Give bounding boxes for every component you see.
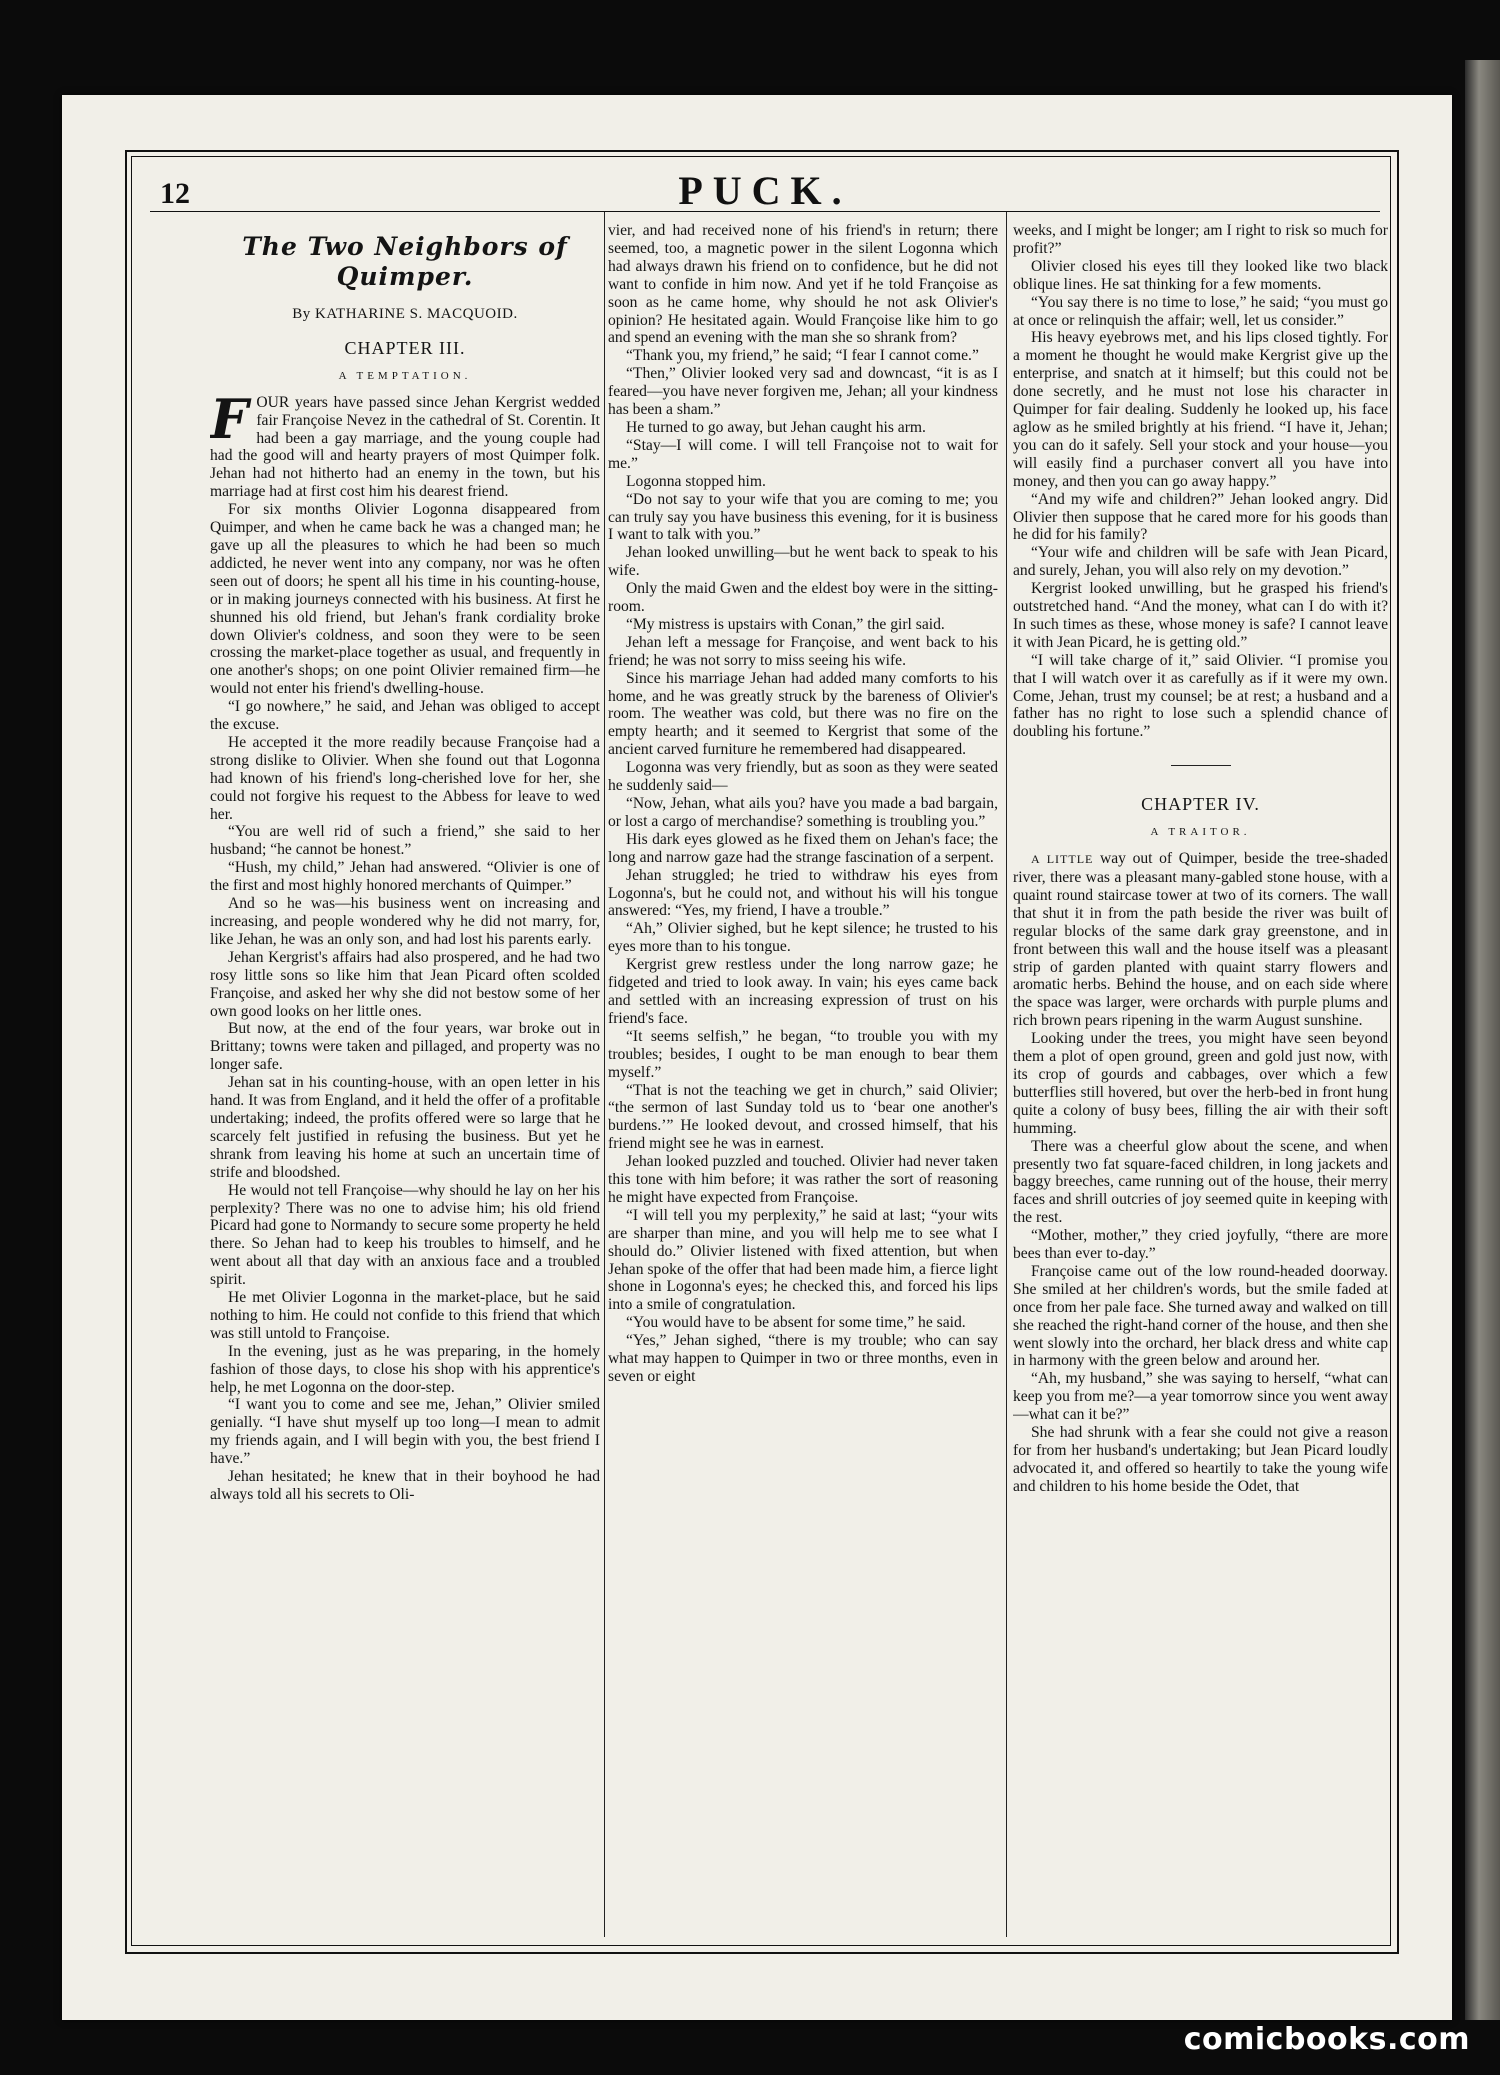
page-number: 12: [160, 177, 190, 210]
paragraph: And so he was—his business went on increasing and increasing, and people wondered why he did not marry, for, like Jehan, he was an only son, and had lost his parents early.: [210, 895, 600, 948]
paragraph: Jehan Kergrist's affairs had also prospered, and he had two rosy little sons so like him that Jean Picard often scolded Françoise, and asked her why she did not bestow some of her own good looks on her little ones.: [210, 948, 600, 1020]
paragraph-continuation: vier, and had received none of his friend's in return; there seemed, too, a magnetic power in the silent Logonna which had always drawn his friend on to confidence, but he did not want to confide in him now. And yet if he told Françoise as soon as he came home, why should he not ask Olivier's opinion? He hesitated again. Would Françoise like him to go and spend an evening with the man she so shrank from?: [608, 222, 998, 347]
lead-smallcaps: A LITTLE: [1031, 852, 1094, 867]
paragraph: His heavy eyebrows met, and his lips closed tightly. For a moment he thought he would make Kergrist give up the enterprise, and snatch at it himself; but this could not be done secretly, and he must not lose his character in Quimper for fair dealing. Suddenly he looked up, his face aglow as he smiled brightly at his friend. “I have it, Jehan; you can do it safely. Sell your stock and your house—you will easily find a purchaser convert all you have into money, and then you can go away happy.”: [1013, 329, 1388, 490]
paragraph: Since his marriage Jehan had added many comforts to his home, and he was greatly struck by the bareness of Olivier's room. The weather was cold, but there was no fire on the empty hearth; and it seemed to Kergrist that some of the ancient carved furniture he remembered had disappeared.: [608, 669, 998, 759]
paragraph: He turned to go away, but Jehan caught his arm.: [626, 418, 926, 436]
chapter-3-subtitle: A TEMPTATION.: [338, 369, 472, 382]
column-rule-1: [604, 212, 605, 1937]
paragraph: “That is not the teaching we get in church,” said Olivier; “the sermon of last Sunday told us to ‘bear one another's burdens.’” He looked devout, and crossed himself, that his friend might see he was in earnest.: [608, 1081, 998, 1153]
paragraph: Logonna was very friendly, but as soon as they were seated he suddenly said—: [608, 759, 998, 795]
paragraph: Looking under the trees, you might have seen beyond them a plot of open ground, green and gold just now, with its crop of gourds and cabbages, over which a few butterflies still hovered, but over the herb-bed in front hung quite a colony of busy bees, filling the air with their soft humming.: [1013, 1030, 1388, 1137]
story-title: The Two Neighbors of Quimper.: [242, 232, 568, 291]
paragraph: He met Olivier Logonna in the market-place, but he said nothing to him. He could not confide to this friend that which was still untold to Françoise.: [210, 1289, 600, 1342]
paragraph: “I will tell you my perplexity,” he said at last; “your wits are sharper than mine, and you will help me to see what I should do.” Olivier listened with fixed attention, but when Jehan spoke of the offer that had been made him, a fierce light shone in Logonna's eyes; he checked this, and forced his lips into a smile of congratulation.: [608, 1206, 998, 1314]
paragraph: Jehan left a message for Françoise, and went back to his friend; he was not sorry to miss seeing his wife.: [608, 633, 998, 669]
chapter-4-title: CHAPTER IV.: [1141, 794, 1260, 815]
paragraph: “Now, Jehan, what ails you? have you made a bad bargain, or lost a cargo of merchandise? something is troubling you.”: [608, 795, 998, 830]
paragraph: Jehan hesitated; he knew that in their boyhood he had always told all his secrets to Oli-: [210, 1468, 600, 1503]
paragraph: “Thank you, my friend,” he said; “I fear I cannot come.”: [626, 347, 979, 365]
paragraph: Kergrist grew restless under the long narrow gaze; he fidgeted and tried to look away. In vain; his eyes came back and settled with an increasing expression of trust on his friend's face.: [608, 956, 998, 1027]
chapter-3-opening: [210, 386, 600, 501]
chapter-4-subtitle: A TRAITOR.: [1150, 826, 1251, 839]
paragraph: There was a cheerful glow about the scene, and when presently two fat square-faced children, in long jackets and baggy breeches, came running out of the house, their merry faces and shrill outcries of joy seemed quite in keeping with the rest.: [1013, 1137, 1388, 1227]
paragraph: “Ah, my husband,” she was saying to herself, “what can keep you from me?—a year tomorrow since you went away—what can it be?”: [1013, 1370, 1388, 1424]
paragraph: “Ah,” Olivier sighed, but he kept silence; he trusted to his eyes more than to his tongue.: [608, 920, 998, 956]
paragraph: “Yes,” Jehan sighed, “there is my trouble; who can say what may happen to Quimper in two or three months, even in seven or eight: [608, 1332, 998, 1385]
paragraph: Kergrist looked unwilling, but he grasped his friend's outstretched hand. “And the money, what can I do with it? In such times as these, whose money is safe? I cannot leave it with Jean Picard, he is getting old.”: [1013, 580, 1388, 651]
paragraph: “Then,” Olivier looked very sad and downcast, “it is as I feared—you have never forgiven me, Jehan; all your kindness has been a sham.”: [608, 365, 998, 419]
paragraph: Jehan looked unwilling—but he went back to speak to his wife.: [608, 544, 998, 580]
header-rule: [150, 211, 1380, 212]
paragraph: “It seems selfish,” he began, “to trouble you with my troubles; besides, I ought to be man enough to bear them myself.”: [608, 1027, 998, 1081]
paragraph: “You are well rid of such a friend,” she said to her husband; “he cannot be honest.”: [210, 823, 600, 859]
opening-text: OUR years have passed since Jehan Kergrist wedded fair Françoise Nevez in the cathedral of St. Corentin. It had been a gay marriage, and the young couple had had the good will and hearty prayers of most Quimper folk. Jehan had not hitherto had an enemy in the town, but his marriage had at first cost him his dearest friend.: [210, 393, 600, 501]
paragraph: Jehan struggled; he tried to withdraw his eyes from Logonna's, but he could not, and without his will his tongue answered: “Yes, my friend, I have a trouble.”: [608, 866, 998, 920]
paragraph: He would not tell Françoise—why should he lay on her his perplexity? There was no one to advise him; his old friend Picard had gone to Normandy to secure some property he held there. So Jehan had to keep his troubles to himself, and he went about all that day with an anxious face and a troubled spirit.: [210, 1181, 600, 1289]
column-2: [608, 222, 998, 1937]
opening-text: way out of Quimper, beside the tree-shaded river, there was a pleasant many-gabled stone house, with a quaint round staircase tower at two of its corners. The wall that shut it in from the path beside the river was built of regular blocks of the same dark gray greenstone, and in front between this wall and the house itself was a pleasant strip of garden planted with quaint starry flowers and aromatic herbs. Behind the house, and on each side where the space was larger, were orchards with purple plums and rich brown pears ripening in the warm August sunshine.: [1013, 850, 1388, 1030]
paragraph: “I will take charge of it,” said Olivier. “I promise you that I will watch over it as carefully as if it were my own. Come, Jehan, trust my counsel; be at rest; a husband and a father has no right to lose such a splendid chance of doubling his fortune.”: [1013, 651, 1388, 741]
page-header: [150, 165, 1380, 215]
paragraph: But now, at the end of the four years, war broke out in Brittany; towns were taken and pillaged, and property was no longer safe.: [210, 1020, 600, 1074]
column-rule-2: [1006, 212, 1007, 1937]
byline: By KATHARINE S. MACQUOID.: [292, 306, 518, 322]
paragraph: He accepted it the more readily because Françoise had a strong dislike to Olivier. When she found out that Logonna had known of his friend's long-cherished love for her, she could not forgive his request to the Abbess for leave to wed her.: [210, 733, 600, 823]
paragraph: “Stay—I will come. I will tell Françoise not to wait for me.”: [608, 436, 998, 472]
section-separator: [1171, 765, 1231, 766]
paragraph: Logonna stopped him.: [626, 472, 766, 490]
paragraph: “And my wife and children?” Jehan looked angry. Did Olivier then suppose that he cared more for his goods than he did for his family?: [1013, 490, 1388, 544]
masthead: PUCK.: [678, 168, 852, 213]
paragraph: In the evening, just as he was preparing, in the homely fashion of those days, to close his shop with his apprentice's help, he met Logonna on the door-step.: [210, 1342, 600, 1396]
paragraph: Olivier closed his eyes till they looked like two black oblique lines. He sat thinking for a few moments.: [1013, 257, 1388, 293]
paragraph: “I want you to come and see me, Jehan,” Olivier smiled genially. “I have shut myself up too long—I mean to admit my friends again, and I will begin with you, the best friend I have.”: [210, 1396, 600, 1468]
paragraph: Jehan sat in his counting-house, with an open letter in his hand. It was from England, and it held the offer of a profitable undertaking; indeed, the profits offered were so large that he scarcely felt justified in refusing the business. But yet he shrank from leaving his home at such an uncertain time of strife and bloodshed.: [210, 1074, 600, 1181]
paragraph: “You would have to be absent for some time,” he said.: [626, 1314, 966, 1332]
column-1: [210, 222, 600, 1937]
paragraph: “Hush, my child,” Jehan had answered. “Olivier is one of the first and most highly honored merchants of Quimper.”: [210, 859, 600, 895]
paragraph: Only the maid Gwen and the eldest boy were in the sitting-room.: [608, 580, 998, 616]
paragraph: “Mother, mother,” they cried joyfully, “there are more bees than ever to-day.”: [1013, 1227, 1388, 1263]
paragraph: “Do not say to your wife that you are coming to me; you can truly say you have business this evening, for it is business I want to talk with you.”: [608, 490, 998, 544]
paragraph: “My mistress is upstairs with Conan,” the girl said.: [626, 615, 945, 633]
chapter-3-title: CHAPTER III.: [344, 337, 466, 358]
paragraph-continuation: weeks, and I might be longer; am I right to risk so much for profit?”: [1013, 222, 1388, 257]
watermark: comicbooks.com: [1183, 2022, 1470, 2057]
paragraph: His dark eyes glowed as he fixed them on Jehan's face; the long and narrow gaze had the strange fascination of a serpent.: [608, 830, 998, 866]
paragraph: Françoise came out of the low round-headed doorway. She smiled at her children's words, but the smile faded at once from her pale face. She turned away and walked on till she reached the right-hand corner of the house, and then she went slowly into the orchard, her black dress and white cap in harmony with the green below and around her.: [1013, 1262, 1388, 1370]
column-3: [1013, 222, 1388, 1937]
paragraph: For six months Olivier Logonna disappeared from Quimper, and when he came back he was a changed man; he gave up all the pleasures to which he had been so much addicted, he never went into any company, nor was he often seen out of doors; he spent all his time in his counting-house, or in making journeys connected with his business. At first he shunned his old friend, but Jehan's frank cordiality broke down Olivier's coldness, and soon they were to be seen crossing the market-place together as usual, and frequently in one another's shops; on one point Olivier remained firm—he would not enter his friend's dwelling-house.: [210, 501, 600, 698]
paragraph: She had shrunk with a fear she could not give a reason for from her husband's undertaking; but Jean Picard loudly advocated it, and offered so heartily to take the young wife and children to his home beside the Odet, that: [1013, 1424, 1388, 1495]
paragraph: “You say there is no time to lose,” he said; “you must go at once or relinquish the affair; well, let us consider.”: [1013, 293, 1388, 329]
paragraph: “Your wife and children will be safe with Jean Picard, and surely, Jehan, you will also rely on my devotion.”: [1013, 544, 1388, 580]
drop-cap: F: [210, 386, 249, 451]
paragraph: Jehan looked puzzled and touched. Olivier had never taken this tone with him before; it was rather the sort of reasoning he might have expected from Françoise.: [608, 1153, 998, 1206]
facing-page-edge: [1465, 60, 1500, 2020]
paragraph: “I go nowhere,” he said, and Jehan was obliged to accept the excuse.: [210, 698, 600, 734]
chapter-4-opening: [1013, 850, 1388, 1030]
